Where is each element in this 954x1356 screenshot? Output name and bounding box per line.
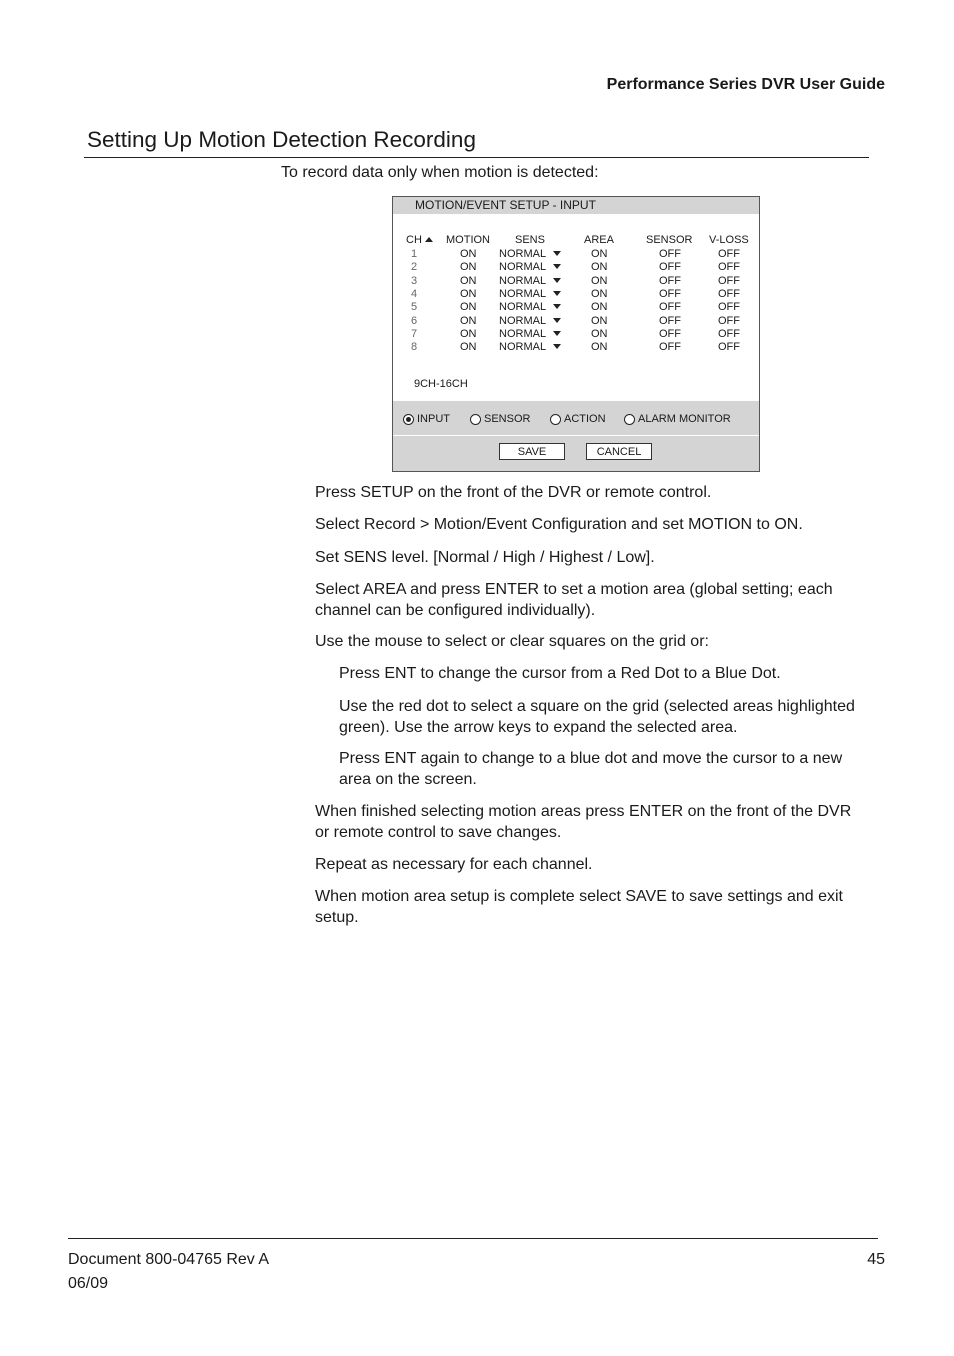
sort-up-icon <box>425 237 433 242</box>
tab-action-label: ACTION <box>564 413 606 425</box>
sub-step-text: Press ENT again to change to a blue dot and move the cursor to a new area on the screen. <box>339 750 843 788</box>
footer-rule <box>68 1238 878 1239</box>
motion-cell <box>460 301 477 313</box>
area-cell[interactable] <box>591 315 608 327</box>
sens-dropdown[interactable] <box>499 248 561 260</box>
area-cell[interactable] <box>591 275 608 287</box>
sub-step-text: Use the red dot to select a square on the grid (selected areas highlighted green). Use the arrow keys to expand the selected area. <box>339 698 855 736</box>
channel-cell <box>411 248 417 260</box>
area-cell[interactable] <box>591 341 608 353</box>
area-cell[interactable] <box>591 261 608 273</box>
area-cell-value: ON <box>591 301 608 314</box>
sensor-cell <box>659 261 681 273</box>
channel-cell <box>411 301 417 313</box>
area-cell-value: ON <box>591 287 608 300</box>
sens-dropdown[interactable] <box>499 341 561 353</box>
tab-input[interactable] <box>403 413 450 425</box>
vloss-cell <box>718 315 740 327</box>
sensor-cell <box>659 328 681 340</box>
channel-cell <box>411 328 417 340</box>
motion-cell <box>460 328 477 340</box>
channel-cell-value: 7 <box>411 327 418 340</box>
radio-unselected-icon <box>470 414 481 425</box>
sensor-cell <box>659 288 681 300</box>
motion-cell <box>460 288 477 300</box>
vloss-cell-value: OFF <box>718 301 740 314</box>
channel-cell-value: 2 <box>411 261 418 274</box>
motion-event-setup-dialog <box>392 196 760 472</box>
sensor-cell-value: OFF <box>659 314 681 327</box>
motion-cell-value: ON <box>460 261 477 274</box>
channel-cell <box>411 341 417 353</box>
area-cell-value: ON <box>591 261 608 274</box>
motion-cell-value: ON <box>460 248 477 260</box>
vloss-cell <box>718 341 740 353</box>
sens-dropdown[interactable] <box>499 328 561 340</box>
dialog-button-bar <box>393 436 759 471</box>
sens-dropdown[interactable] <box>499 261 561 273</box>
step-text: When motion area setup is complete select SAVE to save settings and exit setup. <box>315 888 843 926</box>
sensor-cell <box>659 248 681 260</box>
column-header-area: AREA <box>584 234 614 246</box>
radio-unselected-icon <box>624 414 635 425</box>
vloss-cell-value: OFF <box>718 327 740 340</box>
tab-action[interactable] <box>550 413 606 425</box>
tab-sensor-label: SENSOR <box>484 413 531 425</box>
dropdown-arrow-icon <box>553 304 561 309</box>
section-title: Setting Up Motion Detection Recording <box>87 127 476 152</box>
channel-cell-value: 4 <box>411 287 418 300</box>
motion-cell-value: ON <box>460 274 477 287</box>
sens-dropdown-value: NORMAL <box>499 261 547 274</box>
vloss-cell <box>718 301 740 313</box>
sensor-cell <box>659 315 681 327</box>
motion-cell-value: ON <box>460 287 477 300</box>
area-cell-value: ON <box>591 274 608 287</box>
dropdown-arrow-icon <box>553 264 561 269</box>
sens-dropdown[interactable] <box>499 275 561 287</box>
title-rule <box>84 157 869 158</box>
motion-cell <box>460 275 477 287</box>
vloss-cell <box>718 261 740 273</box>
column-header-ch[interactable] <box>406 234 433 246</box>
cancel-button[interactable]: CANCEL <box>586 443 652 460</box>
sens-dropdown[interactable] <box>499 315 561 327</box>
vloss-cell <box>718 328 740 340</box>
channel-cell-value: 5 <box>411 301 418 314</box>
vloss-cell-value: OFF <box>718 274 740 287</box>
motion-cell-value: ON <box>460 341 477 354</box>
channel-cell-value: 3 <box>411 274 418 287</box>
step-text: Select Record > Motion/Event Configuration and set MOTION to ON. <box>315 516 803 533</box>
area-cell-value: ON <box>591 248 608 260</box>
step-text: Use the mouse to select or clear squares on the grid or: <box>315 633 709 650</box>
channel-cell-value: 1 <box>411 248 418 260</box>
sens-dropdown[interactable] <box>499 301 561 313</box>
channel-cell <box>411 288 417 300</box>
sens-dropdown-value: NORMAL <box>499 327 547 340</box>
motion-cell <box>460 261 477 273</box>
sensor-cell-value: OFF <box>659 274 681 287</box>
dropdown-arrow-icon <box>553 331 561 336</box>
more-channels-link[interactable]: 9CH-16CH <box>414 378 468 390</box>
intro-text: To record data only when motion is detected: <box>281 164 599 181</box>
column-header-ch-label: CH <box>406 234 422 246</box>
vloss-cell-value: OFF <box>718 261 740 274</box>
area-cell[interactable] <box>591 328 608 340</box>
tab-radio-bar <box>393 401 759 435</box>
channel-cell-value: 8 <box>411 341 418 354</box>
column-header-sensor: SENSOR <box>646 234 693 246</box>
dropdown-arrow-icon <box>553 278 561 283</box>
sensor-cell-value: OFF <box>659 248 681 260</box>
sensor-cell <box>659 341 681 353</box>
dropdown-arrow-icon <box>553 251 561 256</box>
channel-cell <box>411 261 417 273</box>
dropdown-arrow-icon <box>553 291 561 296</box>
sens-dropdown-value: NORMAL <box>499 248 547 260</box>
radio-unselected-icon <box>550 414 561 425</box>
area-cell-value: ON <box>591 314 608 327</box>
step-text: Set SENS level. [Normal / High / Highest / Low]. <box>315 549 655 566</box>
vloss-cell <box>718 275 740 287</box>
sensor-cell <box>659 275 681 287</box>
dropdown-arrow-icon <box>553 344 561 349</box>
column-header-motion: MOTION <box>446 234 490 246</box>
sensor-cell-value: OFF <box>659 301 681 314</box>
vloss-cell-value: OFF <box>718 287 740 300</box>
vloss-cell <box>718 248 740 260</box>
save-button[interactable]: SAVE <box>499 443 565 460</box>
sens-dropdown-value: NORMAL <box>499 301 547 314</box>
sens-dropdown-value: NORMAL <box>499 287 547 300</box>
motion-cell-value: ON <box>460 301 477 314</box>
motion-cell <box>460 248 477 260</box>
tab-alarm-monitor[interactable] <box>624 413 731 425</box>
sens-dropdown-value: NORMAL <box>499 314 547 327</box>
area-cell[interactable] <box>591 288 608 300</box>
sensor-cell-value: OFF <box>659 327 681 340</box>
step-text: Press SETUP on the front of the DVR or remote control. <box>315 484 712 501</box>
column-header-vloss: V-LOSS <box>709 234 749 246</box>
area-cell-value: ON <box>591 327 608 340</box>
step-text: When finished selecting motion areas press ENTER on the front of the DVR or remote control to save changes. <box>315 803 852 841</box>
area-cell[interactable] <box>591 301 608 313</box>
page-number: 45 <box>867 1251 885 1268</box>
channel-cell-value: 6 <box>411 314 418 327</box>
document-date: 06/09 <box>68 1275 109 1292</box>
vloss-cell <box>718 288 740 300</box>
dialog-title: MOTION/EVENT SETUP - INPUT <box>393 197 759 214</box>
step-text: Select AREA and press ENTER to set a motion area (global setting; each channel can be configured individually). <box>315 581 833 619</box>
sub-step-text: Press ENT to change the cursor from a Red Dot to a Blue Dot. <box>339 665 781 682</box>
running-header: Performance Series DVR User Guide <box>606 76 885 93</box>
step-text: Repeat as necessary for each channel. <box>315 856 593 873</box>
sens-dropdown[interactable] <box>499 288 561 300</box>
vloss-cell-value: OFF <box>718 314 740 327</box>
channel-cell <box>411 315 417 327</box>
document-number: Document 800-04765 Rev A <box>68 1251 270 1268</box>
sens-dropdown-value: NORMAL <box>499 274 547 287</box>
tab-sensor[interactable] <box>470 413 530 425</box>
motion-cell <box>460 315 477 327</box>
sensor-cell-value: OFF <box>659 341 681 354</box>
motion-cell-value: ON <box>460 314 477 327</box>
area-cell-value: ON <box>591 341 608 354</box>
motion-cell-value: ON <box>460 327 477 340</box>
column-header-sens: SENS <box>515 234 545 246</box>
motion-cell <box>460 341 477 353</box>
tab-alarm-monitor-label: ALARM MONITOR <box>638 413 731 425</box>
sensor-cell-value: OFF <box>659 287 681 300</box>
dropdown-arrow-icon <box>553 318 561 323</box>
vloss-cell-value: OFF <box>718 248 740 260</box>
vloss-cell-value: OFF <box>718 341 740 354</box>
sensor-cell <box>659 301 681 313</box>
area-cell[interactable] <box>591 248 608 260</box>
sens-dropdown-value: NORMAL <box>499 341 547 354</box>
tab-input-label: INPUT <box>417 413 450 425</box>
radio-selected-icon <box>403 414 414 425</box>
sensor-cell-value: OFF <box>659 261 681 274</box>
channel-cell <box>411 275 417 287</box>
